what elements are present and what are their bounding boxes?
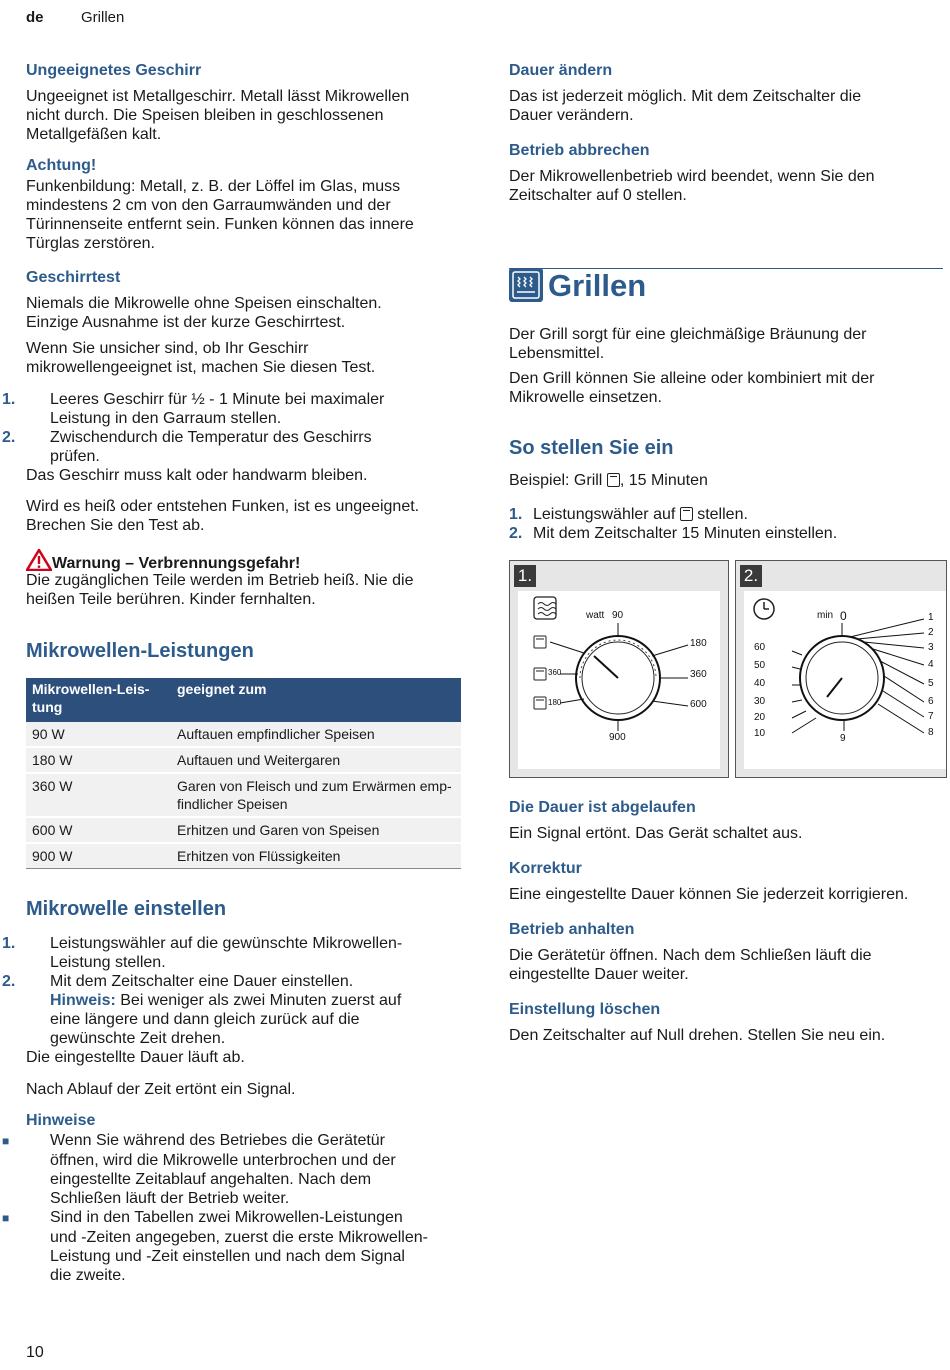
test-step-1: 1. Leeres Geschirr für ½ - 1 Minute bei maximaler Leistung in den Garraum stellen.	[2, 391, 385, 427]
grill-steps	[509, 505, 945, 543]
dauer-laeuft: Die eingestellte Dauer läuft ab.	[26, 1049, 245, 1066]
ungeeignet-title: Ungeeignetes Geschirr	[26, 62, 202, 79]
korrektur-text: Eine eingestellte Dauer können Sie jederzeit korrigieren.	[509, 886, 909, 903]
dauer-title: Dauer ändern	[509, 62, 613, 79]
bullet-icon: ■	[2, 1134, 10, 1148]
anhalten-title: Betrieb anhalten	[509, 921, 635, 938]
table-header-leistung: Mikrowellen-Leis- tung	[26, 678, 171, 722]
geschirrtest-text-2: Wenn Sie unsicher sind, ob Ihr Geschirr mikrowellengeeignet ist, machen Sie diesen Test.	[26, 340, 376, 376]
korrektur-title: Korrektur	[509, 860, 582, 877]
abgelaufen-title: Die Dauer ist abgelaufen	[509, 799, 696, 816]
achtung-title: Achtung!	[26, 157, 97, 174]
grillen-title: Grillen	[548, 268, 647, 303]
list-item: ■ Wenn Sie während des Betriebes die Gerätetür öffnen, wird die Mikrowelle unterbrochen und der eingestellte Zeitablauf angehalten. Nach dem Schließen läuft der Betrieb weiter.	[2, 1132, 396, 1207]
sostellen-title: So stellen Sie ein	[509, 437, 674, 459]
einstellen-step-1: 1. Leistungswähler auf die gewünschte Mikrowellen- Leistung stellen.	[2, 935, 403, 971]
einstellen-title: Mikrowelle einstellen	[26, 898, 227, 920]
abbrechen-title: Betrieb abbrechen	[509, 142, 650, 159]
beispiel-text: Beispiel: Grill , 15 Minuten	[509, 472, 708, 489]
panel-tag: 2.	[740, 565, 762, 587]
test-hot-text: Wird es heiß oder entstehen Funken, ist es ungeeignet. Brechen Sie den Test ab.	[26, 498, 420, 534]
header-language: de	[26, 9, 44, 26]
panel-tag: 1.	[514, 565, 536, 587]
leistungen-table	[26, 678, 461, 869]
timer-dial-panel: 2. min 0 60 50 40 30 20 10 1 2 3 4 5 6 7 8 9	[735, 560, 947, 778]
warning-text: Die zugänglichen Teile werden im Betrieb heiß. Nie die heißen Teile berühren. Kinder fernhalten.	[26, 572, 414, 608]
table-row: 180 W Auftauen und Weitergaren	[26, 747, 461, 773]
abgelaufen-text: Ein Signal ertönt. Das Gerät schaltet aus.	[509, 825, 803, 842]
table-row: 900 W Erhitzen von Flüssigkeiten	[26, 843, 461, 869]
table-row: 90 W Auftauen empfindlicher Speisen	[26, 722, 461, 747]
einstellen-steps	[2, 934, 466, 1067]
grillen-text-2: Den Grill können Sie alleine oder kombiniert mit der Mikrowelle einsetzen.	[509, 370, 875, 406]
grill-step-1: 1. Leistungswähler auf stellen.	[509, 506, 748, 523]
hinweis-note: Hinweis: Bei weniger als zwei Minuten zuerst auf eine längere und dann gleich zurück auf die gewünschte Zeit drehen.	[50, 992, 402, 1047]
grillen-text-1: Der Grill sorgt für eine gleichmäßige Bräunung der Lebensmittel.	[509, 326, 867, 362]
loeschen-text: Den Zeitschalter auf Null drehen. Stellen Sie neu ein.	[509, 1027, 886, 1044]
hinweise-list	[2, 1131, 466, 1285]
test-step-2: 2. Zwischendurch die Temperatur des Geschirrs prüfen.	[2, 429, 372, 465]
table-header-geeignet: geeignet zum	[171, 678, 461, 722]
table-row: 600 W Erhitzen und Garen von Speisen	[26, 817, 461, 843]
ungeeignet-text: Ungeeignet ist Metallgeschirr. Metall lässt Mikrowellen nicht durch. Die Speisen bleiben in geschlossenen Metallgefäßen kalt.	[26, 88, 410, 143]
grill-mode-icon	[607, 473, 620, 487]
abbrechen-text: Der Mikrowellenbetrieb wird beendet, wenn Sie den Zeitschalter auf 0 stellen.	[509, 168, 875, 204]
table-row: 360 W Garen von Fleisch und zum Erwärmen emp- findlicher Speisen	[26, 773, 461, 817]
header-section: Grillen	[81, 9, 125, 26]
test-steps	[2, 390, 466, 485]
grill-mode-icon	[680, 507, 693, 521]
geschirrtest-title: Geschirrtest	[26, 269, 121, 286]
bullet-icon: ■	[2, 1211, 10, 1225]
anhalten-text: Die Gerätetür öffnen. Nach dem Schließen läuft die eingestellte Dauer weiter.	[509, 947, 872, 983]
page-number: 10	[26, 1344, 44, 1361]
warning-heading: Warnung – Verbrennungsgefahr!	[26, 549, 300, 576]
list-item: ■ Sind in den Tabellen zwei Mikrowellen-Leistungen und -Zeiten angegeben, zuerst die erste Mikrowellen- Leistung und -Zeit einstellen und nach dem Signal die zweite.	[2, 1209, 428, 1284]
ablauf-text: Nach Ablauf der Zeit ertönt ein Signal.	[26, 1081, 296, 1098]
leistungen-title: Mikrowellen-Leistungen	[26, 640, 254, 662]
grill-icon	[509, 268, 543, 307]
power-dial-panel: 1. watt 90 180 360 600 900 360 180	[509, 560, 729, 778]
dauer-text: Das ist jederzeit möglich. Mit dem Zeitschalter die Dauer verändern.	[509, 88, 862, 124]
einstellen-step-2: 2. Mit dem Zeitschalter eine Dauer einstellen.	[2, 973, 354, 990]
achtung-text: Funkenbildung: Metall, z. B. der Löffel im Glas, muss mindestens 2 cm von den Garraumwänden und der Türinnenseite entfernt sein. Funken können das innere Türglas zerstören.	[26, 178, 414, 252]
grill-step-2: 2. Mit dem Zeitschalter 15 Minuten einstellen.	[509, 525, 838, 542]
test-result: Das Geschirr muss kalt oder handwarm bleiben.	[26, 467, 368, 484]
hinweise-title: Hinweise	[26, 1112, 96, 1129]
geschirrtest-text-1: Niemals die Mikrowelle ohne Speisen einschalten. Einzige Ausnahme ist der kurze Geschirrtest.	[26, 295, 382, 331]
loeschen-title: Einstellung löschen	[509, 1001, 661, 1018]
